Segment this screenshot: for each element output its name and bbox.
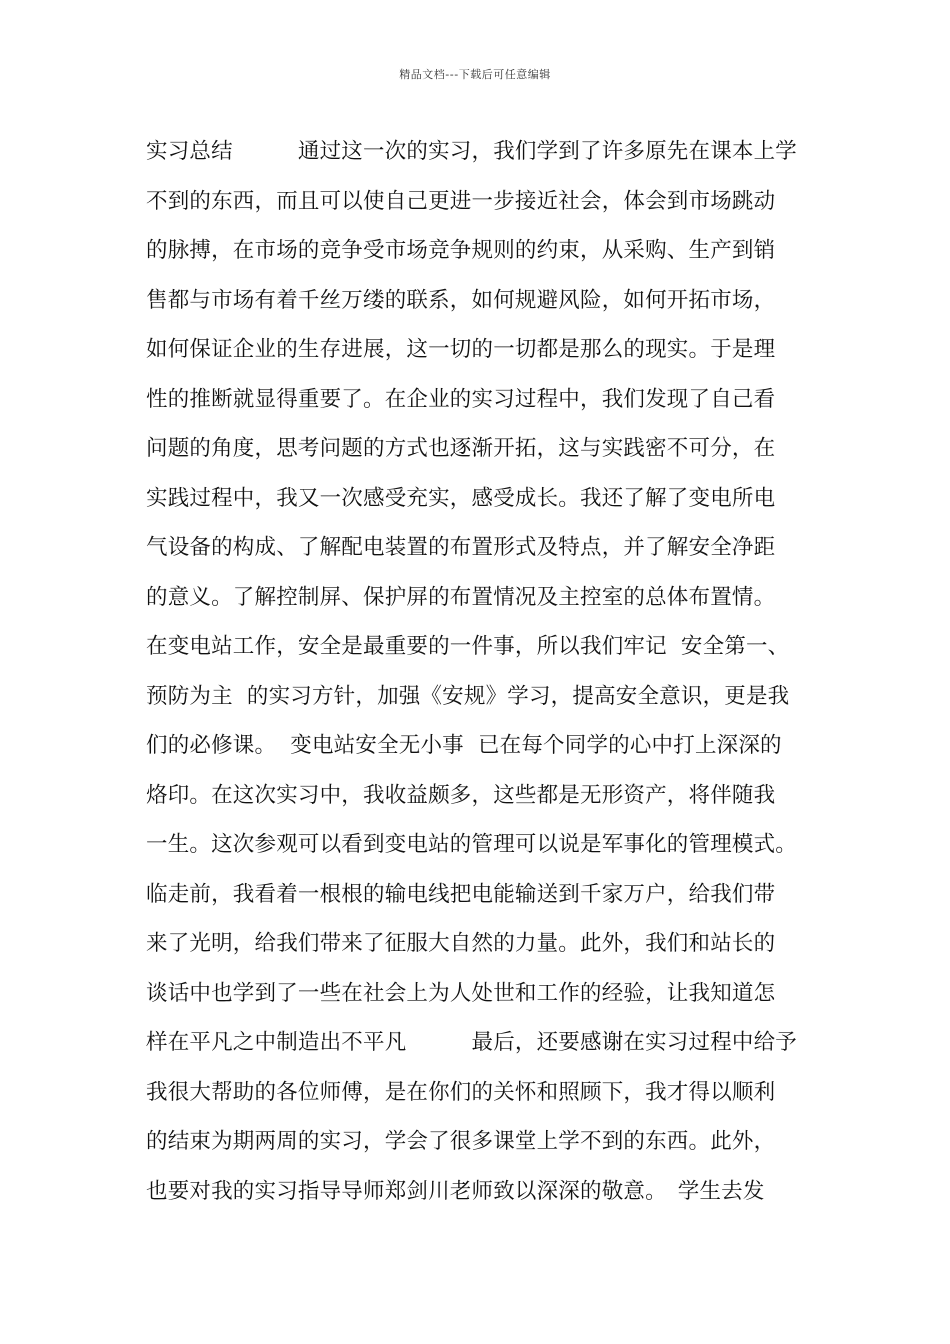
- document-body: [146, 132, 846, 1221]
- text-line: 预防为主 的实习方针，加强《安规》学习，提高安全意识，更是我: [146, 683, 790, 709]
- text-line: 的结束为期两周的实习，学会了很多课堂上学不到的东西。此外，: [146, 1129, 776, 1154]
- text-line: 如何保证企业的生存进展，这一切的一切都是那么的现实。于是理: [146, 337, 776, 362]
- text-line: 性的推断就显得重要了。在企业的实习过程中，我们发现了自己看: [146, 386, 776, 412]
- text-line: 谈话中也学到了一些在社会上为人处世和工作的经验，让我知道怎: [146, 980, 776, 1006]
- text-line: 也要对我的实习指导导师郑剑川老师致以深深的敬意。 学生去发: [146, 1178, 765, 1204]
- text-line: 的意义。了解控制屏、保护屏的布置情况及主控室的总体布置情。: [146, 584, 776, 610]
- text-line: 问题的角度，思考问题的方式也逐渐开拓，这与实践密不可分，在: [146, 436, 776, 461]
- text-line: 我很大帮助的各位师傅，是在你们的关怀和照顾下，我才得以顺利: [146, 1079, 776, 1105]
- text-line: 们的必修课。 变电站安全无小事 已在每个同学的心中打上深深的: [146, 733, 782, 758]
- text-line: 来了光明，给我们带来了征服大自然的力量。此外，我们和站长的: [146, 931, 776, 956]
- text-line: 售都与市场有着千丝万缕的联系，如何规避风险，如何开拓市场，: [146, 287, 776, 313]
- text-line: 不到的东西，而且可以使自己更进一步接近社会，体会到市场跳动: [146, 188, 776, 214]
- text-line: 气设备的构成、了解配电装置的布置形式及特点，并了解安全净距: [146, 535, 776, 560]
- text-line: 一生。这次参观可以看到变电站的管理可以说是军事化的管理模式。: [146, 832, 798, 857]
- text-line: 实习总结 通过这一次的实习，我们学到了许多原先在课本上学: [146, 139, 798, 164]
- text-line: 实践过程中，我又一次感受充实，感受成长。我还了解了变电所电: [146, 485, 776, 511]
- page-header: 精品文档---下载后可任意编辑: [399, 68, 551, 81]
- text-line: 样在平凡之中制造出不平凡 最后，还要感谢在实习过程中给予: [146, 1030, 798, 1055]
- text-line: 在变电站工作，安全是最重要的一件事，所以我们牢记 安全第一、: [146, 634, 790, 659]
- text-line: 临走前，我看着一根根的输电线把电能输送到千家万户，给我们带: [146, 881, 776, 907]
- text-line: 的脉搏，在市场的竞争受市场竞争规则的约束，从采购、生产到销: [146, 238, 776, 263]
- text-line: 烙印。在这次实习中，我收益颇多，这些都是无形资产，将伴随我: [146, 782, 776, 808]
